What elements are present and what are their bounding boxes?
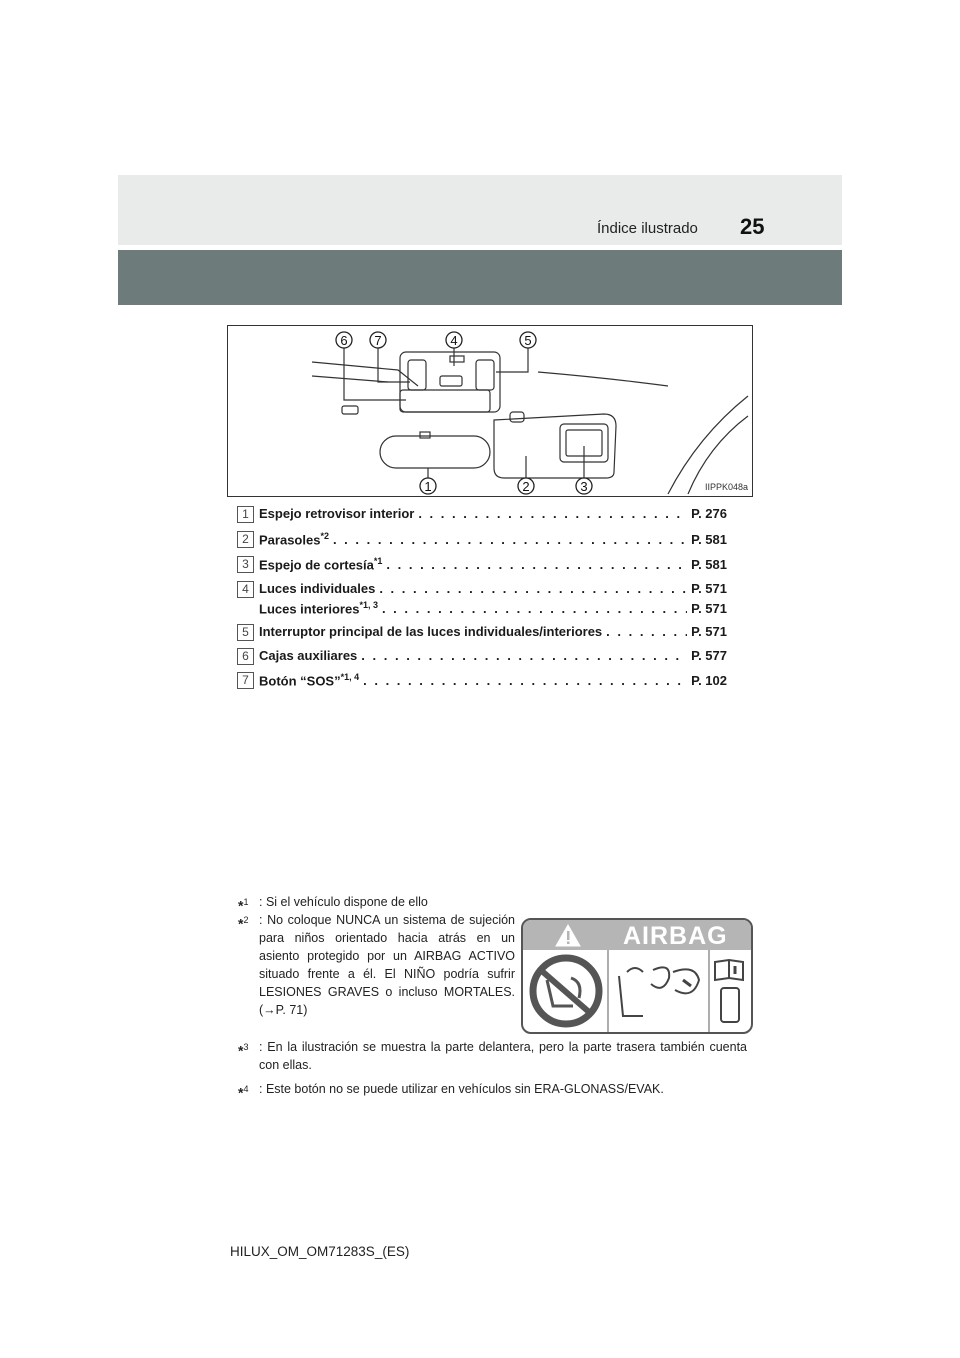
entry-link[interactable] — [259, 506, 727, 526]
entry-link[interactable] — [259, 556, 727, 576]
header-band — [118, 175, 842, 245]
entry-number: 6 — [237, 648, 254, 665]
entry-label: Interruptor principal de las luces individuales/interiores — [259, 624, 603, 639]
dot-leader — [333, 532, 687, 547]
entry-link[interactable] — [259, 672, 727, 692]
entry-footnote-mark: *1, 3 — [359, 600, 378, 610]
footnote-mark: *$^1$ — [238, 897, 249, 914]
entry-number: 1 — [237, 506, 254, 523]
airbag-warning-label — [521, 918, 753, 1034]
callout-6-label: 6 — [340, 333, 348, 348]
no-rear-facing-child-seat-icon — [533, 958, 599, 1024]
callout-1-label: 1 — [424, 479, 432, 494]
entry-label: Luces interiores — [259, 601, 360, 617]
footnote-text: : En la ilustración se muestra la parte delantera, pero la parte trasera también cuenta con ellas. — [259, 1040, 747, 1072]
footnote-text: : Este botón no se puede utilizar en vehículos sin ERA-GLONASS/EVAK. — [259, 1082, 664, 1096]
entry-link[interactable] — [259, 648, 727, 668]
page-ref[interactable]: P. 581 — [691, 532, 727, 548]
entry-link[interactable] — [259, 531, 727, 551]
section-title: Índice ilustrado — [597, 220, 698, 237]
airbag-deploy-icon — [619, 967, 699, 1016]
callout-3-label: 3 — [580, 479, 588, 494]
dot-leader — [386, 557, 687, 572]
interior-illustration — [227, 325, 753, 497]
overhead-console-drawing — [228, 326, 752, 496]
document-id: HILUX_OM_OM71283S_(ES) — [230, 1244, 410, 1259]
figure-code: IIPPK048a — [704, 482, 748, 492]
entry-label: Cajas auxiliares — [259, 648, 358, 663]
entry-footnote-mark: *1 — [373, 556, 383, 566]
entry-label: Parasoles — [259, 532, 321, 548]
entry-label: Botón “SOS” — [259, 673, 341, 689]
page-number: 25 — [740, 214, 765, 239]
page-ref[interactable]: P. 581 — [691, 557, 727, 573]
footnote-mark: *$^3$ — [238, 1042, 249, 1059]
entry-label: Espejo retrovisor interior — [259, 506, 415, 521]
entry-footnote-mark: *1, 4 — [340, 672, 360, 682]
entry-label: Espejo de cortesía — [259, 557, 374, 573]
page-ref[interactable]: P. 571 — [691, 601, 727, 617]
footnote-text: : Si el vehículo dispone de ello — [259, 895, 428, 909]
footnote-mark: *$^2$ — [238, 915, 249, 932]
entry-number: 2 — [237, 531, 254, 548]
read-manual-icon — [715, 960, 743, 1022]
entry-link[interactable] — [259, 600, 727, 620]
footnote-mark: *$^4$ — [238, 1084, 249, 1101]
callout-5-label: 5 — [524, 333, 532, 348]
footnote-text: : No coloque NUNCA un sistema de sujeción para niños orientado hacia atrás en un asiento protegido por un AIRBAG ACTIVO situado frente a él. El NIÑO podría sufrir LESIONES GRAVES o incluso MORTALES. (→P. 71) — [259, 913, 515, 1017]
dot-leader — [418, 506, 687, 521]
entry-number: 7 — [237, 672, 254, 689]
entry-number: 4 — [237, 581, 254, 598]
warning-triangle-icon — [556, 925, 580, 946]
header-dark-band — [118, 250, 842, 305]
dot-leader — [363, 673, 687, 688]
dot-leader — [379, 581, 687, 596]
dot-leader — [382, 601, 687, 616]
callout-7-label: 7 — [374, 333, 382, 348]
page-ref[interactable]: P. 571 — [691, 581, 727, 596]
entry-number: 5 — [237, 624, 254, 641]
entry-link[interactable] — [259, 624, 727, 644]
callout-4-label: 4 — [450, 333, 458, 348]
page-ref[interactable]: P. 571 — [691, 624, 727, 639]
dot-leader — [361, 648, 687, 663]
entry-link[interactable] — [259, 581, 727, 601]
entry-number: 3 — [237, 556, 254, 573]
page-ref[interactable]: P. 102 — [691, 673, 727, 689]
entry-label: Luces individuales — [259, 581, 376, 596]
callout-2-label: 2 — [522, 479, 530, 494]
airbag-title: AIRBAG — [623, 922, 728, 950]
entry-footnote-mark: *2 — [320, 531, 329, 541]
dot-leader — [606, 624, 687, 639]
page-ref[interactable]: P. 577 — [691, 648, 727, 663]
page-ref[interactable]: P. 276 — [691, 506, 727, 521]
